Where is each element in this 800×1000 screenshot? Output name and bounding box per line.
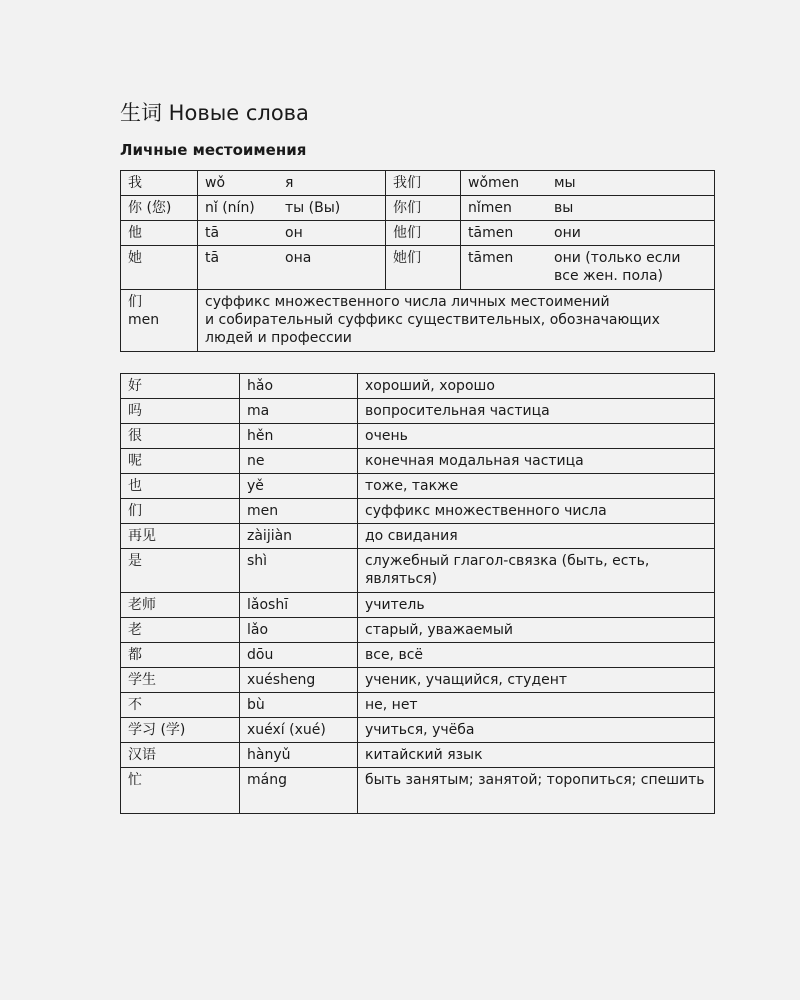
hanzi-cell: 再见: [121, 524, 240, 549]
pinyin-cell: ma: [240, 399, 358, 424]
translation-text: вы: [554, 200, 574, 216]
meaning-cell: учиться, учёба: [358, 718, 715, 743]
meaning-cell: вопросительная частица: [358, 399, 715, 424]
pinyin-cell: shì: [240, 549, 358, 593]
hanzi-cell: 我们: [386, 171, 461, 196]
suffix-hanzi: 们: [128, 294, 142, 310]
pinyin-cell: hǎo: [240, 374, 358, 399]
translation-text: ты (Вы): [285, 200, 341, 216]
pinyin-cell: dōu: [240, 643, 358, 668]
table-row: [121, 474, 715, 499]
hanzi-cell: 老: [121, 618, 240, 643]
pinyin-cell: zàijiàn: [240, 524, 358, 549]
translation-text: она: [285, 250, 312, 266]
meaning-cell: все, всё: [358, 643, 715, 668]
pinyin-text: wǒ: [205, 175, 226, 191]
pinyin-translation-cell: [461, 171, 715, 196]
pinyin-translation-cell: [461, 221, 715, 246]
table-row: [121, 593, 715, 618]
hanzi-cell: 老师: [121, 593, 240, 618]
hanzi-cell: 她: [121, 246, 198, 290]
pinyin-text: nǐmen: [468, 200, 512, 216]
hanzi-cell: 吗: [121, 399, 240, 424]
suffix-line: и собирательный суффикс существительных, обозначающих: [205, 312, 660, 328]
hanzi-cell: 汉语: [121, 743, 240, 768]
translation-text: он: [285, 225, 303, 241]
table-row: [121, 246, 715, 290]
hanzi-cell: 他: [121, 221, 198, 246]
hanzi-cell: 学习 (学): [121, 718, 240, 743]
table-row: [121, 743, 715, 768]
meaning-cell: очень: [358, 424, 715, 449]
pinyin-translation-cell: [198, 246, 386, 290]
pinyin-cell: máng: [240, 768, 358, 814]
table-row: [121, 449, 715, 474]
table-row: [121, 718, 715, 743]
hanzi-cell: 你 (您): [121, 196, 198, 221]
pinyin-text: tāmen: [468, 225, 514, 241]
meaning-cell: до свидания: [358, 524, 715, 549]
pinyin-cell: ne: [240, 449, 358, 474]
section-subtitle: Личные местоимения: [120, 141, 307, 159]
hanzi-cell: 我: [121, 171, 198, 196]
table-row: [121, 524, 715, 549]
pinyin-translation-cell: [461, 196, 715, 221]
suffix-line: людей и профессии: [205, 330, 352, 346]
meaning-cell: старый, уважаемый: [358, 618, 715, 643]
table-row: [121, 171, 715, 196]
meaning-cell: хороший, хорошо: [358, 374, 715, 399]
table-row: [121, 618, 715, 643]
suffix-hanzi-cell: [121, 290, 198, 352]
page-title: 生词 Новые слова: [120, 101, 309, 125]
hanzi-cell: 学生: [121, 668, 240, 693]
pinyin-translation-cell: [198, 196, 386, 221]
hanzi-cell: 不: [121, 693, 240, 718]
table-row: [121, 221, 715, 246]
hanzi-cell: 很: [121, 424, 240, 449]
meaning-cell: не, нет: [358, 693, 715, 718]
pinyin-translation-cell: [461, 246, 715, 290]
pinyin-cell: hěn: [240, 424, 358, 449]
suffix-description-cell: [198, 290, 715, 352]
pinyin-cell: lǎo: [240, 618, 358, 643]
meaning-cell: тоже, также: [358, 474, 715, 499]
table-row: [121, 424, 715, 449]
hanzi-cell: 呢: [121, 449, 240, 474]
translation-text: мы: [554, 175, 576, 191]
pinyin-text: wǒmen: [468, 175, 520, 191]
pinyin-cell: hànyǔ: [240, 743, 358, 768]
hanzi-cell: 是: [121, 549, 240, 593]
meaning-cell: китайский язык: [358, 743, 715, 768]
pinyin-cell: bù: [240, 693, 358, 718]
suffix-pinyin: men: [128, 312, 160, 328]
suffix-line: суффикс множественного числа личных местоимений: [205, 294, 610, 310]
pronouns-table: [120, 170, 715, 352]
translation-text: я: [285, 175, 294, 191]
meaning-cell: служебный глагол-связка (быть, есть, являться): [358, 549, 715, 593]
translation-text: они (только если все жен. пола): [554, 250, 681, 284]
meaning-cell: учитель: [358, 593, 715, 618]
table-row: [121, 399, 715, 424]
table-row: [121, 374, 715, 399]
pinyin-cell: lǎoshī: [240, 593, 358, 618]
hanzi-cell: 你们: [386, 196, 461, 221]
pinyin-translation-cell: [198, 171, 386, 196]
pinyin-cell: xuéxí (xué): [240, 718, 358, 743]
hanzi-cell: 好: [121, 374, 240, 399]
hanzi-cell: 都: [121, 643, 240, 668]
hanzi-cell: 他们: [386, 221, 461, 246]
pinyin-text: tā: [205, 225, 220, 241]
meaning-cell: конечная модальная частица: [358, 449, 715, 474]
hanzi-cell: 们: [121, 499, 240, 524]
table-row: [121, 290, 715, 352]
meaning-cell: быть занятым; занятой; торопиться; спешить: [358, 768, 715, 814]
table-row: [121, 499, 715, 524]
pinyin-text: nǐ (nín): [205, 200, 255, 216]
pinyin-text: tāmen: [468, 250, 514, 266]
table-row: [121, 196, 715, 221]
hanzi-cell: 她们: [386, 246, 461, 290]
translation-text: они: [554, 225, 581, 241]
meaning-cell: суффикс множественного числа: [358, 499, 715, 524]
hanzi-cell: 也: [121, 474, 240, 499]
hanzi-cell: 忙: [121, 768, 240, 814]
vocabulary-table: [120, 373, 715, 814]
table-row: [121, 668, 715, 693]
pinyin-cell: xuésheng: [240, 668, 358, 693]
pinyin-cell: yě: [240, 474, 358, 499]
meaning-cell: ученик, учащийся, студент: [358, 668, 715, 693]
table-row: [121, 693, 715, 718]
table-row: [121, 768, 715, 814]
pinyin-translation-cell: [198, 221, 386, 246]
pinyin-text: tā: [205, 250, 220, 266]
pinyin-cell: men: [240, 499, 358, 524]
table-row: [121, 549, 715, 593]
table-row: [121, 643, 715, 668]
